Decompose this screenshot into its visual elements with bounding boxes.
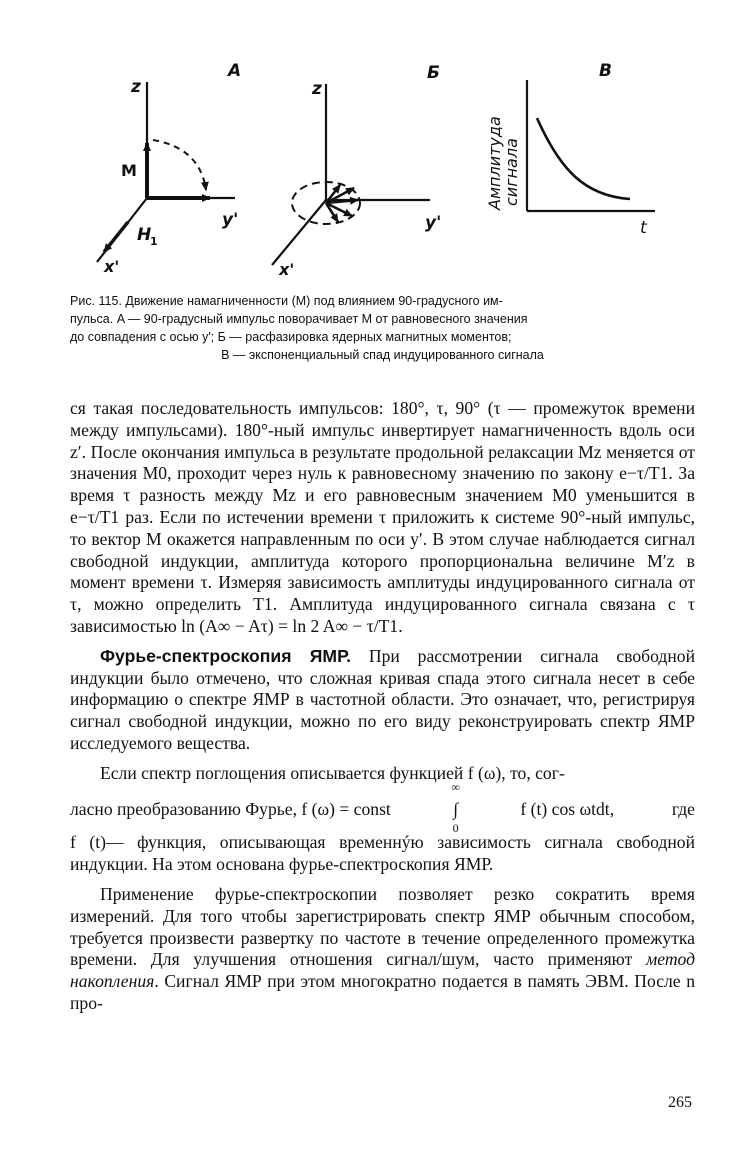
panel-c-ylabel-line1: Амплитуда	[485, 116, 504, 210]
integral-symbol: ∫	[453, 798, 459, 819]
panel-a-x-label: x'	[104, 257, 120, 276]
section-runhead: Фурье-спектроскопия ЯМР.	[100, 645, 352, 666]
body-text	[70, 398, 695, 1023]
formula-right: f (t) cos ωtdt,	[520, 798, 615, 819]
panel-a-h-subscript: 1	[150, 235, 158, 248]
integral-upper-limit: ∞	[451, 779, 460, 794]
panel-a-h-label: H	[137, 225, 152, 245]
paragraph-fourier-transform	[70, 763, 695, 785]
panel-a-letter: A	[228, 61, 242, 81]
integral-sign	[449, 779, 463, 836]
p4-text-b: . Сигнал ЯМР при этом многократно подается в память ЭВМ. После n про-	[70, 971, 695, 1013]
panel-a-h-vector	[104, 222, 128, 252]
figure-caption	[70, 292, 695, 364]
p3-end: f (t)— функция, описывающая временнýю зависимость сигнала свободной индукции. На этом основана фурье-спектроскопия ЯМР.	[70, 832, 695, 875]
p4-text-a: Применение фурье-спектроскопии позволяет резко сократить время измерений. Для того чтобы зарегистрировать спектр ЯМР обычным способом, требуется произвести развертку по частоте в течение определенного промежутка времени. Для улучшения отношения сигнал/шум, часто применяют	[70, 883, 695, 970]
panel-b-x-label: x'	[279, 260, 295, 279]
formula-where: где	[671, 798, 695, 819]
figure-115	[0, 0, 756, 290]
caption-line-2: пульса. A — 90-градусный импульс поворачивает M от равновесного значения	[70, 312, 528, 326]
p3-start: Если спектр поглощения описывается функцией f (ω), то, сог-	[100, 762, 565, 783]
panel-b	[272, 63, 441, 279]
formula-left: ласно преобразованию Фурье, f (ω) = const	[70, 798, 391, 819]
panel-a-m-label: M	[121, 161, 137, 180]
accumulation-method-term: метод накопления	[70, 949, 695, 992]
fourier-formula-line	[70, 779, 695, 836]
panel-c-letter: В	[599, 61, 612, 81]
caption-line-4: В — экспоненциальный спад индуцированного сигнала	[221, 348, 544, 362]
integral-lower-limit: 0	[452, 821, 459, 836]
page-number: 265	[668, 1094, 692, 1111]
panel-c-ylabel-line2: сигнала	[502, 138, 521, 206]
panel-a-z-label: z	[131, 77, 141, 97]
panel-b-x-axis	[272, 200, 326, 265]
panel-b-letter: Б	[427, 63, 440, 83]
panel-c-xlabel: t	[640, 218, 647, 238]
caption-line-3: до совпадения с осью y′; Б — расфазировка ядерных магнитных моментов;	[70, 330, 512, 344]
caption-line-1: Рис. 115. Движение намагниченности (M) под влиянием 90-градусного им-	[70, 294, 503, 308]
panel-a-rotation-arc	[153, 140, 206, 190]
panel-a-y-label: y'	[222, 210, 239, 230]
panel-b-y-label: y'	[425, 213, 442, 233]
paragraph-fourier-intro-text: При рассмотрении сигнала свободной индукции было отмечено, что сложная кривая спада этого сигнала несет в себе информацию о спектре ЯМР в частотной области. Это означает, что, регистрируя сигнал свободной индукции, можно по его виду реконструировать спектр ЯМР исследуемого вещества.	[70, 645, 695, 753]
paragraph-relaxation: ся такая последовательность импульсов: 180°, τ, 90° (τ — промежуток времени между импульсами). 180°-ный импульс инвертирует намагниченность вдоль оси z′. После окончания импульса в результате продольной релаксации Mz меняется от значения M0, проходит через нуль к равновесному значению по закону e−τ/T1. За время τ разность между Mz и его равновесным значением M0 уменьшится в e−τ/T1 раз. Если по истечении времени τ приложить к системе 90°-ный импульс, то вектор M окажется направленным по оси y′. В этом случае наблюдается сигнал свободной индукции, амплитуда которого пропорциональна величине M′z в момент времени τ. Измеряя зависимость амплитуды индуцированного сигнала от τ, можно определить T1. Амплитуда индуцированного сигнала связана с τ зависимостью ln (A∞ − Aτ) = ln 2 A∞ − τ/T1.	[70, 398, 695, 636]
paragraph-accumulation	[70, 884, 695, 1015]
panel-a	[97, 61, 241, 276]
paragraph-fourier-intro	[70, 646, 695, 755]
panel-c	[485, 61, 655, 238]
panel-c-decay-curve	[537, 118, 630, 199]
panel-b-z-label: z	[312, 79, 322, 99]
